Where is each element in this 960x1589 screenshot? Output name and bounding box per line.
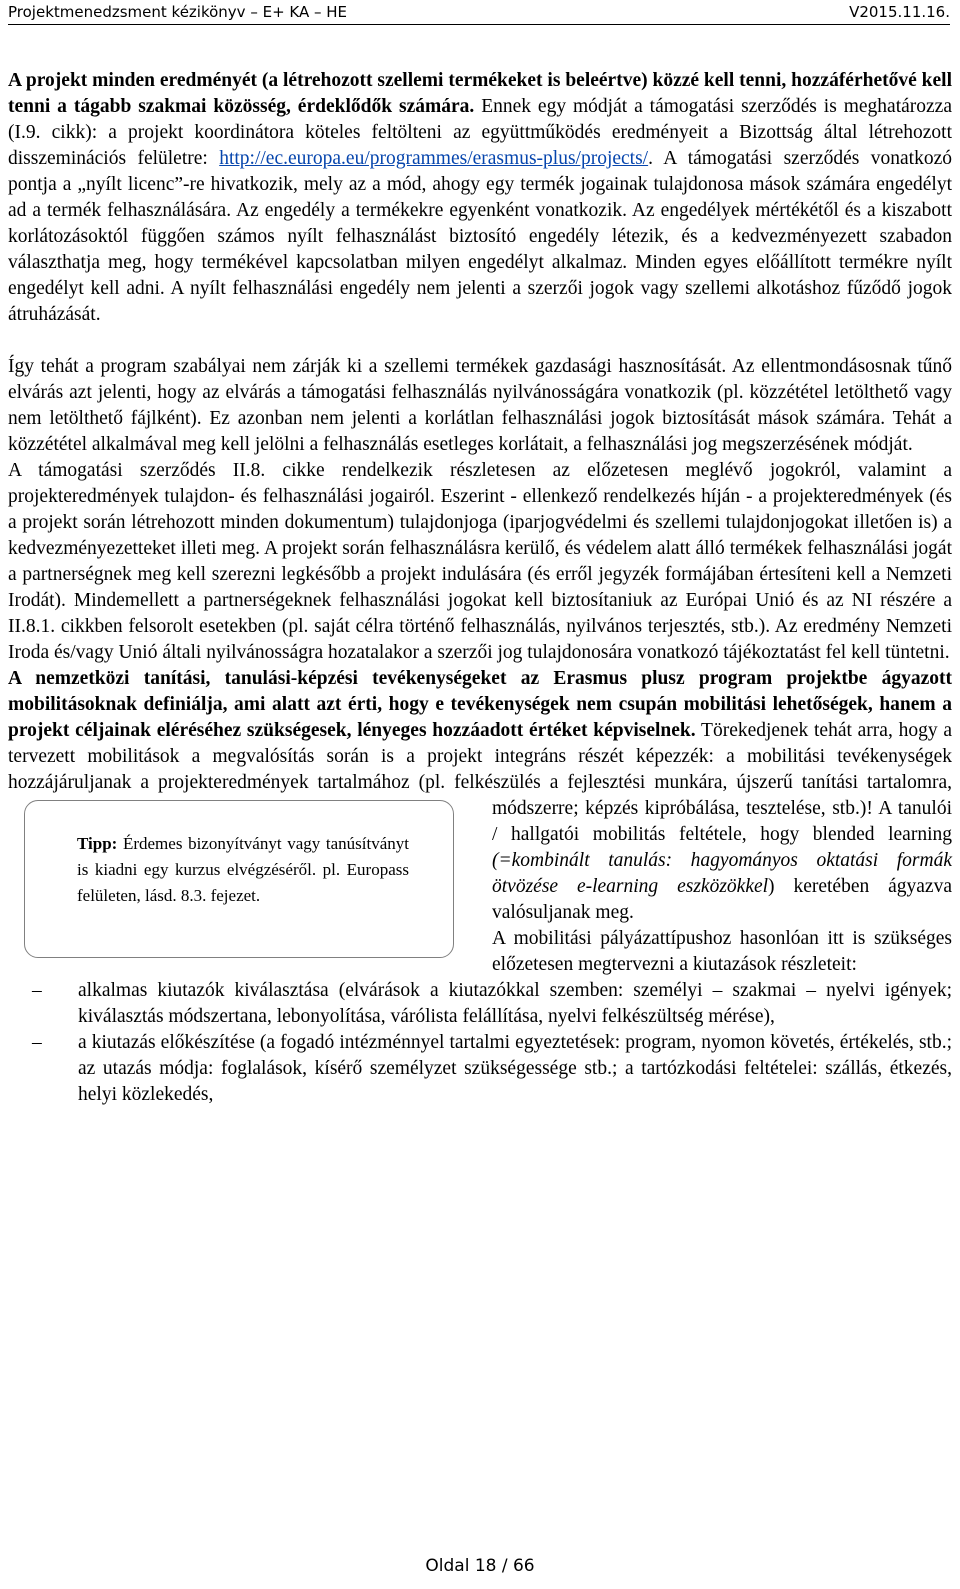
paragraph-bold-lead: A nemzetközi tanítási, tanulási-képzési tevékenységeket az Erasmus plusz program projektbe ágyazott mobilitásoknak definiálja, ami alatt azt érti, hogy e tevékenységek nem csupán mobilitási lehetőségek, hanem a projekt céljainak eléréséhez szükségesek, lényeges hozzáadott értéket képviselnek.	[8, 668, 952, 741]
list-item	[8, 978, 952, 1030]
paragraph-italic: (=kombinált tanulás: hagyományos oktatási formák ötvözése e-learning eszközökkel	[492, 850, 952, 897]
tip-label: Tipp:	[77, 834, 118, 853]
paragraph-text: Ennek egy módját a támogatási szerződés is meghatározza (I.9. cikk): a projekt koordinátora köteles feltölteni az együttműködés eredményeit a Bizottság által létrehozott disszeminációs felületre:	[8, 96, 952, 169]
paragraph-publication	[8, 68, 952, 328]
dissemination-link[interactable]: http://ec.europa.eu/programmes/erasmus-plus/projects/	[219, 148, 649, 169]
paragraph-bold-lead: A projekt minden eredményét (a létrehozott szellemi termékeket is beleértve) közzé kell tenni, hozzáférhetővé kell tenni a tágabb szakmai közösség, érdeklődők számára.	[8, 70, 952, 117]
list-item-text: a kiutazás előkészítése (a fogadó intézménnyel tartalmi egyeztetések: program, nyomon követés, értékelés, stb.; az utazás módja: foglalások, kísérő személyzet szükségessége stb.; a tartózkodási feltételei: szállás, étkezés, helyi közlekedés,	[78, 1032, 952, 1105]
tip-text: Érdemes bizonyítványt vagy tanúsítványt is kiadni egy kurzus elvégzéséről. pl. Europass felületen, lásd. 8.3. fejezet.	[77, 834, 409, 905]
paragraph-text: Törekedjenek tehát arra, hogy a tervezett mobilitások a megvalósítás során is a projekt integráns részét képezzék: a mobilitási tevékenységek hozzájáruljanak a projekteredmények tartalmához (pl. felkészülés a Tipp: Érdemes bizonyítványt vagy tanúsítványt is kiadni egy kurzus elvégzéséről. pl. Europass felületen, lásd. 8.3. fejezet. fejlesztési munkára, újszerű tanítási tartalomra, módszerre; képzés kipróbálása, tesztelése, stb.)! A tanulói / hallgatói mobilitás feltétele, hogy blended learning	[8, 720, 952, 845]
list-item	[8, 1030, 952, 1108]
list-dash: –	[32, 1032, 42, 1053]
list-item-text: alkalmas kiutazók kiválasztása (elvárások a kiutazókkal szemben: személyi – szakmai – nyelvi igények; kiválasztás módszertana, lebonyolítása, várólista felállítása, nyelvi felkészültség mérése),	[78, 980, 952, 1027]
tip-box	[24, 800, 454, 958]
paragraph-text-cont: ) keretében ágyazva valósuljanak meg.	[492, 876, 952, 923]
requirements-list	[8, 978, 952, 1108]
paragraph-text-cont: . A támogatási szerződés vonatkozó pontja a „nyílt licenc”-re hivatkozik, mely az a mód, ahogy egy termék jogainak tulajdonosa mások számára engedélyt ad a termék felhasználására. Az engedély a termékekre egyenként vonatkozik. Az engedélyek mértékétől és a kiszabott korlátozásoktól függően számos nyílt felhasználást biztosító engedély létezik, és a kedvezményezett szabadon választhatja meg, hogy termékével kapcsolatban milyen engedélyt alkalmaz. Minden egyes előállított termékre nyílt engedélyt kell adni. A nyílt felhasználási engedély nem jelenti a szerzői jogok vagy szellemi alkotáshoz fűződő jogok átruházását.	[8, 148, 952, 325]
paragraph-economic-use: Így tehát a program szabályai nem zárják ki a szellemi termékek gazdasági hasznosítását. Az ellentmondásosnak tűnő elvárás azt jelenti, hogy az elvárás a támogatási felhasználás nyilvánosságára vonatkozik (pl. közzététel letölthető vagy nem letölthető fájlként). Ez azonban nem jelenti a korlátlan felhasználási jogok biztosítását mások számára. Tehát a közzététel alkalmával meg kell jelölni a felhasználás esetleges korlátait, a felhasználási jog megszerzésének módját.	[8, 356, 952, 455]
document-body	[8, 68, 952, 1108]
list-dash: –	[32, 980, 42, 1001]
paragraph-rights: A támogatási szerződés II.8. cikke rendelkezik részletesen az előzetesen meglévő jogokról, valamint a projekteredmények tulajdon- és felhasználási jogairól. Eszerint - ellenkező rendelkezés híján - a projekteredmények (és a projekt során létrehozott minden dokumentum) tulajdonjoga (iparjogvédelmi és szellemi tulajdonjogokat illetően is) a kedvezményezetteket illeti meg. A projekt során felhasználásra kerülő, és védelem alatt álló termékek felhasználási jogát a partnerségnek meg kell szerezni legkésőbb a projekt indulására (és erről jegyzék formájában értesíteni kell a Nemzeti Irodát). Mindemellett a partnerségeknek felhasználási jogokat kell biztosítaniuk az Európai Unió és az NI részére a II.8.1. cikkben felsorolt esetekben (pl. saját célra történő felhasználás, nyilvános terjesztés, stb.). Az eredmény Nemzeti Iroda és/vagy Unió általi nyilvánosságra hozatalakor a szerzői jog tulajdonosára vonatkozó tájékoztatást fel kell tüntetni.	[8, 460, 952, 663]
header-version: V2015.11.16.	[849, 3, 950, 21]
page-header	[8, 0, 950, 25]
page-number: Oldal 18 / 66	[425, 1556, 535, 1576]
header-title: Projektmenedzsment kézikönyv – E+ KA – HE	[8, 3, 348, 21]
paragraph-mobility-plan: A mobilitási pályázattípushoz hasonlóan itt is szükséges előzetesen megtervezni a kiutazások részleteit:	[492, 928, 952, 975]
mobility-section	[8, 666, 952, 926]
page-footer	[0, 1556, 960, 1576]
paragraph-spacer	[8, 328, 952, 354]
paragraph-mobility	[8, 666, 952, 926]
